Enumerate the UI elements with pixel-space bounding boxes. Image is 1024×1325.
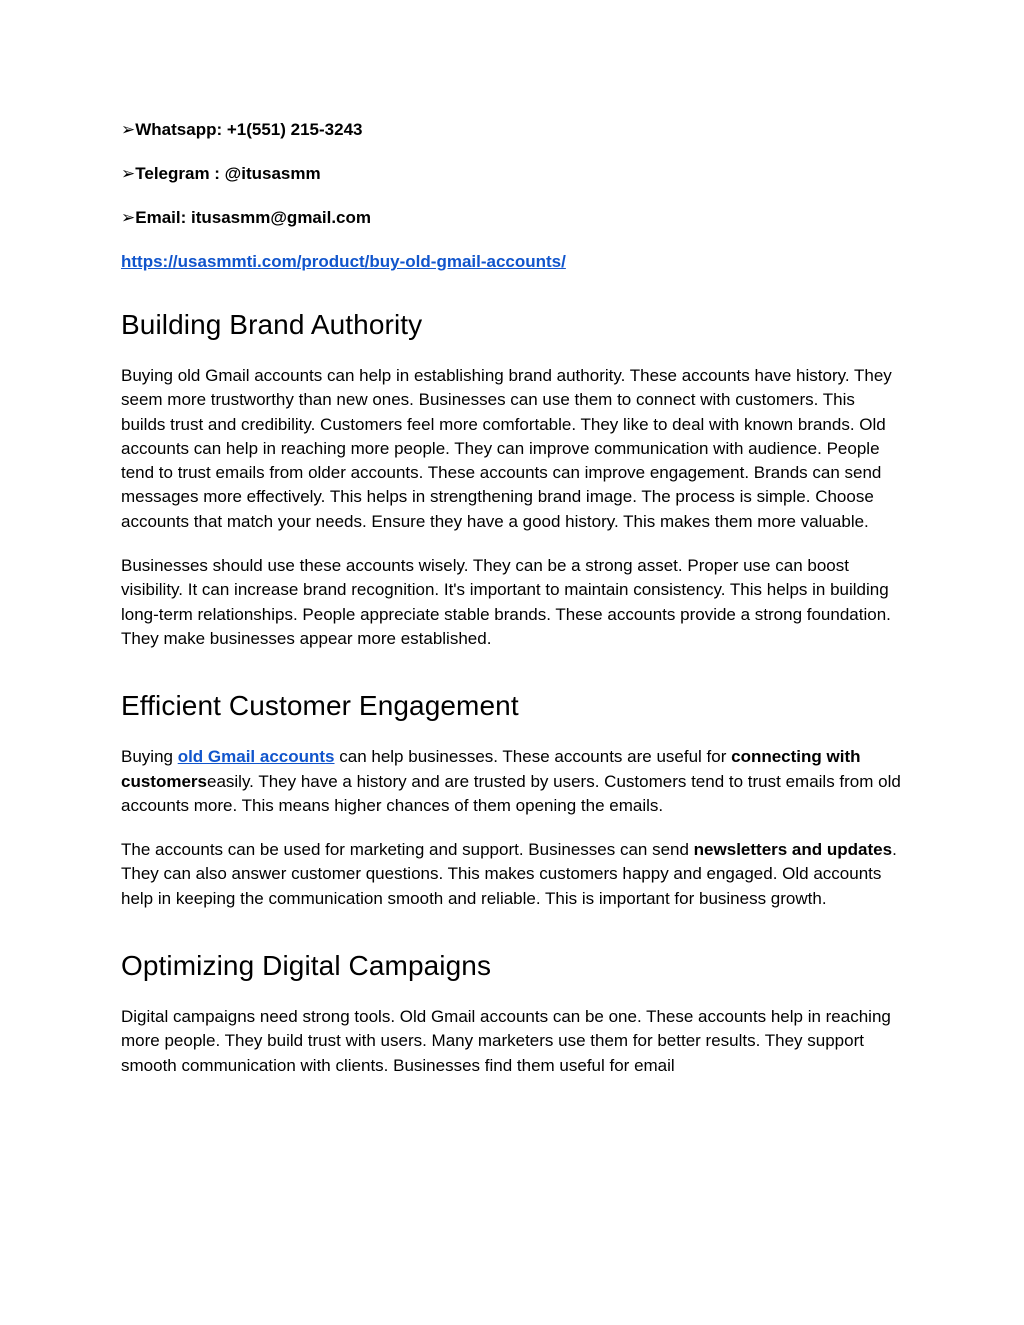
customer-engagement-paragraph-1 (121, 745, 903, 818)
whatsapp-line (121, 118, 903, 142)
section-spacer (121, 671, 903, 689)
digital-campaigns-paragraph-1: Digital campaigns need strong tools. Old Gmail accounts can be one. These accounts help in reaching more people. They build trust with users. Many marketers use them for better results. They support smooth communication with clients. Businesses find them useful for email (121, 1007, 891, 1075)
brand-authority-paragraph-1: Buying old Gmail accounts can help in establishing brand authority. These accounts have history. They seem more trustworthy than new ones. Businesses can use them to connect with customers. This builds trust and credibility. Customers feel more comfortable. They like to deal with known brands. Old accounts can help in reaching more people. They can improve communication with audience. People tend to trust emails from older accounts. These accounts can improve engagement. Brands can send messages more effectively. This helps in strengthening brand image. The process is simple. Choose accounts that match your needs. Ensure they have a good history. This makes them more valuable. (121, 366, 892, 531)
arrow-bullet-icon: ➢ (121, 120, 136, 139)
brand-authority-paragraph-2: Businesses should use these accounts wisely. They can be a strong asset. Proper use can boost visibility. It can increase brand recognition. It's important to maintain consistency. This helps in building long-term relationships. People appreciate stable brands. These accounts provide a strong foundation. They make businesses appear more established. (121, 556, 891, 648)
paragraph-text: . They can also answer customer questions. This makes customers happy and engaged. Old accounts help in keeping the communication smooth and reliable. This is important for business growth. (121, 840, 897, 908)
product-link[interactable]: https://usasmmti.com/product/buy-old-gmail-accounts/ (121, 252, 566, 271)
bold-phrase: newsletters and updates (693, 840, 893, 860)
email-line (121, 206, 903, 230)
customer-engagement-paragraph-2 (121, 838, 903, 911)
whatsapp-text: Whatsapp: +1(551) 215-3243 (135, 120, 363, 139)
arrow-bullet-icon: ➢ (121, 164, 136, 183)
old-gmail-accounts-link[interactable]: old Gmail accounts (177, 747, 335, 767)
section-spacer (121, 931, 903, 949)
section-heading-brand-authority: Building Brand Authority (121, 309, 423, 340)
telegram-text: Telegram : @itusasmm (135, 164, 321, 183)
paragraph-text: easily. They have a history and are trusted by users. Customers tend to trust emails from old accounts more. This means higher chances of them opening the emails. (121, 771, 901, 815)
email-text: Email: itusasmm@gmail.com (135, 208, 372, 227)
paragraph-text: Buying (121, 747, 178, 767)
paragraph-text: The accounts can be used for marketing and support. Businesses can send (121, 840, 694, 860)
section-heading-digital-campaigns: Optimizing Digital Campaigns (121, 950, 492, 982)
telegram-line (121, 162, 903, 186)
paragraph-text: can help businesses. These accounts are useful for (334, 747, 732, 767)
arrow-bullet-icon: ➢ (121, 208, 136, 227)
bold-phrase: connecting with customers (121, 747, 861, 791)
product-link-line (121, 250, 903, 274)
section-heading-customer-engagement: Efficient Customer Engagement (121, 690, 519, 722)
